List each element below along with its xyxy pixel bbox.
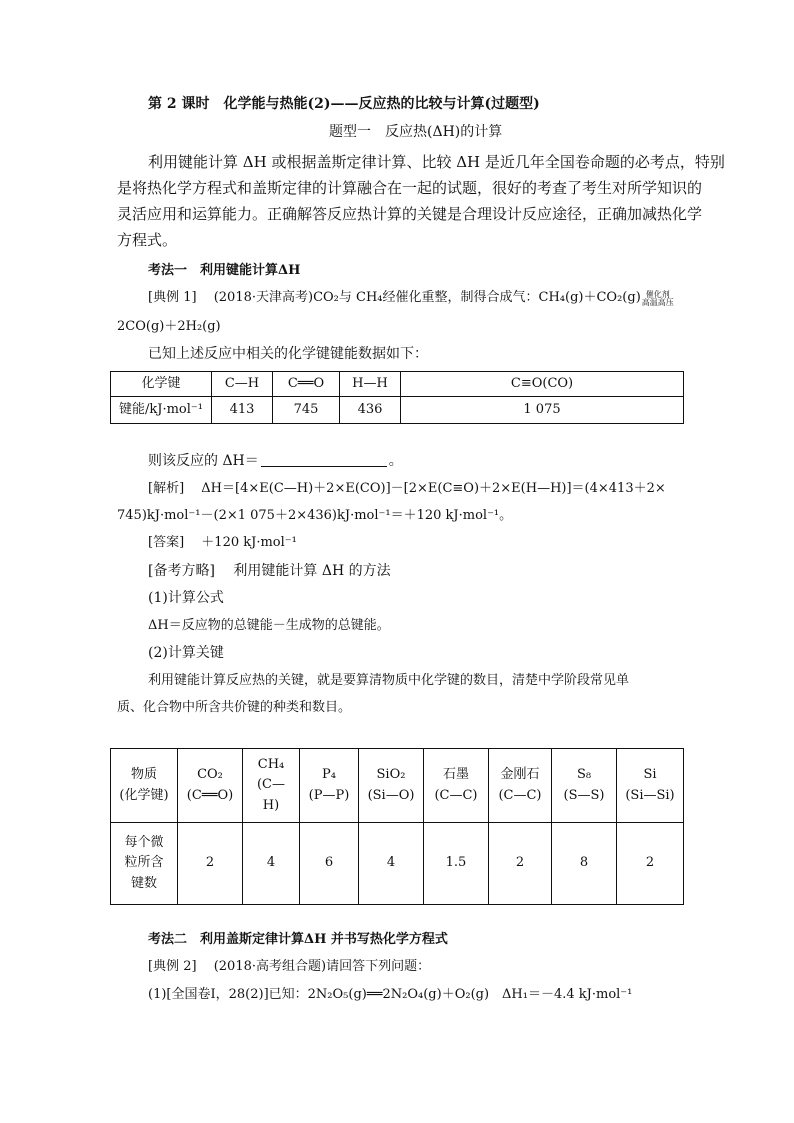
bond-count-diamond: 2 <box>489 823 552 905</box>
bond-header-co-double: C══O <box>273 372 340 397</box>
analysis-tag: [解析] <box>148 481 185 496</box>
substance-name: CH₄ <box>257 757 285 773</box>
substance-name: SiO₂ <box>376 767 406 783</box>
substance-header-line-2: (化学键) <box>119 787 169 803</box>
bond-energy-hh: 436 <box>340 397 401 424</box>
bond-count-label-1: 每个微 <box>124 835 164 851</box>
substance-p4 <box>300 749 359 823</box>
question-end: 。 <box>388 453 403 469</box>
substance-bond: (S—S) <box>563 787 605 803</box>
substance-header <box>111 749 178 823</box>
strategy-tag: [备考方略] <box>148 563 215 579</box>
example1-source: (2018·天津高考) <box>213 290 314 305</box>
answer-tag: [答案] <box>148 535 185 550</box>
substance-name: CO₂ <box>197 767 223 783</box>
bond-count-label-3: 键数 <box>130 875 157 891</box>
substance-bond: (C══O) <box>186 787 234 803</box>
method1-heading: 考法一 利用键能计算ΔH <box>148 263 301 278</box>
formula: ΔH＝反应物的总键能－生成物的总键能。 <box>148 618 390 633</box>
bond-count-ch4: 4 <box>243 823 300 905</box>
analysis-text-1: ΔH＝[4×E(C—H)＋2×E(CO)]－[2×E(C≡O)＋2×E(H—H)]＝(4×413＋2× <box>201 481 666 496</box>
substance-name: P₄ <box>322 767 336 783</box>
analysis-line-1 <box>148 482 666 495</box>
intro-line-4: 方程式。 <box>117 231 178 249</box>
example2-tag: [典例 2] <box>148 959 197 974</box>
bond-energy-co-double: 745 <box>273 397 340 424</box>
substance-diamond <box>489 749 552 823</box>
answer-line <box>148 536 297 549</box>
key-line-1: 利用键能计算反应热的关键，就是要算清物质中化学键的数目，清楚中学阶段常见单 <box>148 673 630 688</box>
analysis-text-2: 745)kJ·mol⁻¹－(2×1 075＋2×436)kJ·mol⁻¹＝＋120 kJ·mol⁻¹。 <box>117 508 513 523</box>
question1-prefix: (1)[全国卷Ⅰ，28(2)]已知： <box>148 987 308 1002</box>
example1-text: CO₂与 CH₄经催化重整，制得合成气：CH₄(g)＋CO₂(g) <box>313 290 641 305</box>
substance-name: 石墨 <box>442 767 469 783</box>
substance-bond: (P—P) <box>308 787 350 803</box>
bond-count-si: 2 <box>617 823 684 905</box>
method2-heading: 考法二 利用盖斯定律计算ΔH 并书写热化学方程式 <box>148 932 448 947</box>
substance-si <box>617 749 684 823</box>
page-title: 第 2 课时 化学能与热能(2)——反应热的比较与计算(过题型) <box>148 96 540 112</box>
substance-s8 <box>552 749 617 823</box>
example1-product: 2CO(g)＋2H₂(g) <box>117 319 221 334</box>
example2-text: (2018·高考组合题)请回答下列问题： <box>213 959 431 974</box>
reaction-condition <box>642 291 674 307</box>
bond-header-co-triple: C≡O(CO) <box>401 372 684 397</box>
substance-ch4 <box>243 749 300 823</box>
question1-line <box>148 988 632 1001</box>
question-line <box>148 454 403 468</box>
example2-line <box>148 960 430 973</box>
bond-header-hh: H—H <box>340 372 401 397</box>
intro-line-1: 利用键能计算 ΔH 或根据盖斯定律计算、比较 ΔH 是近几年全国卷命题的必考点，特别 <box>148 153 725 171</box>
point-1: (1)计算公式 <box>148 590 224 606</box>
substance-graphite <box>424 749 489 823</box>
substance-name: Si <box>643 767 657 783</box>
intro-line-3: 灵活应用和运算能力。正确解答反应热计算的关键是合理设计反应途径，正确加减热化学 <box>117 205 703 223</box>
substance-header-line-1: 物质 <box>130 767 157 783</box>
example1-line <box>148 291 674 307</box>
bond-energy-ch: 413 <box>212 397 273 424</box>
strategy-line <box>148 564 391 578</box>
bond-count-co2: 2 <box>178 823 243 905</box>
example1-tag: [典例 1] <box>148 290 197 305</box>
answer-value: ＋120 kJ·mol⁻¹ <box>201 535 297 550</box>
strategy-title: 利用键能计算 ΔH 的方法 <box>233 563 391 579</box>
bond-count-graphite: 1.5 <box>424 823 489 905</box>
question-text: 则该反应的 ΔH＝ <box>148 453 259 469</box>
bond-energy-table <box>110 371 684 424</box>
substance-bond: (C—C) <box>498 787 542 803</box>
substance-name: 金刚石 <box>500 767 540 783</box>
substance-co2 <box>178 749 243 823</box>
substance-bond: (C—C) <box>434 787 478 803</box>
substance-sio2 <box>359 749 424 823</box>
bond-count-label-2: 粒所含 <box>124 855 164 871</box>
key-line-2: 质、化合物中所含共价键的种类和数目。 <box>117 700 352 715</box>
bond-table-intro: 已知上述反应中相关的化学键键能数据如下： <box>148 346 428 362</box>
bond-header-ch: C—H <box>212 372 273 397</box>
substance-name: S₈ <box>576 767 592 783</box>
bond-energy-label: 键能/kJ·mol⁻¹ <box>111 397 212 424</box>
substance-bond: (Si—O) <box>367 787 415 803</box>
condition-top: 催化剂 <box>645 290 670 299</box>
point-2: (2)计算关键 <box>148 645 224 661</box>
substance-bond: (C— <box>256 777 286 793</box>
bond-count-sio2: 4 <box>359 823 424 905</box>
bond-energy-co-triple: 1 075 <box>401 397 684 424</box>
bond-header-label: 化学键 <box>111 372 212 397</box>
bond-count-table <box>110 748 684 905</box>
answer-blank[interactable] <box>261 454 387 467</box>
substance-bond-cont: H) <box>262 797 280 813</box>
substance-bond: (Si—Si) <box>625 787 675 803</box>
bond-count-label <box>111 823 178 905</box>
intro-line-2: 是将热化学方程式和盖斯定律的计算融合在一起的试题，很好的考查了考生对所学知识的 <box>117 179 703 197</box>
condition-bottom: 高温高压 <box>641 298 674 307</box>
bond-count-s8: 8 <box>552 823 617 905</box>
question1-equation: 2N₂O₅(g)══2N₂O₄(g)＋O₂(g) ΔH₁＝－4.4 kJ·mol⁻¹ <box>307 987 633 1002</box>
bond-count-p4: 6 <box>300 823 359 905</box>
section-subtitle: 题型一 反应热(ΔH)的计算 <box>329 124 503 140</box>
